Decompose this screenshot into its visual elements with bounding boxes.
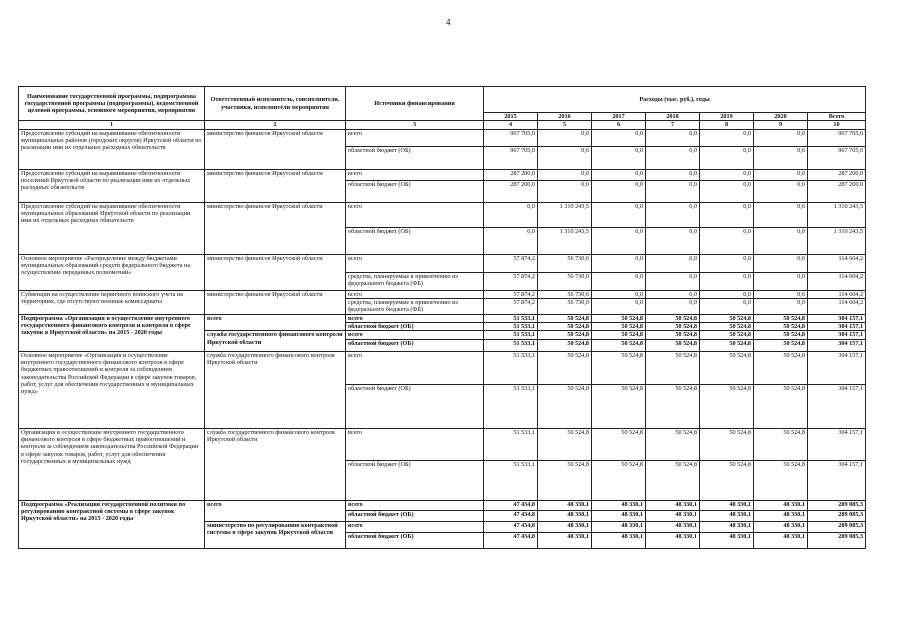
value-cell: 0,0 <box>700 227 754 254</box>
value-cell: 51 533,1 <box>484 351 538 384</box>
value-cell: 0,0 <box>592 169 646 180</box>
table-row <box>19 254 866 272</box>
value-cell: 50 524,8 <box>538 384 592 428</box>
value-cell: 51 533,1 <box>484 314 538 322</box>
page-number: 4 <box>446 17 451 27</box>
value-cell: 50 524,8 <box>592 323 646 331</box>
value-cell: 56 730,0 <box>538 272 592 290</box>
value-cell: 48 330,1 <box>592 510 646 521</box>
value-cell: 304 157,1 <box>808 460 866 500</box>
value-cell: 50 524,8 <box>646 339 700 351</box>
value-cell: 50 524,8 <box>592 351 646 384</box>
funding-source: всего <box>346 290 484 298</box>
funding-source: всего <box>346 331 484 339</box>
value-cell: 47 434,8 <box>484 500 538 510</box>
value-cell: 1 310 243,5 <box>538 227 592 254</box>
value-cell: 50 524,8 <box>646 314 700 322</box>
value-cell: 47 434,8 <box>484 510 538 521</box>
value-cell: 50 524,8 <box>646 323 700 331</box>
value-cell: 57 874,2 <box>484 254 538 272</box>
value-cell: 0,0 <box>754 180 808 202</box>
value-cell: 48 330,1 <box>754 500 808 510</box>
value-cell: 967 705,0 <box>808 146 866 169</box>
value-cell: 47 434,8 <box>484 521 538 532</box>
funding-source: всего <box>346 314 484 322</box>
value-cell: 57 874,2 <box>484 298 538 314</box>
value-cell: 50 524,8 <box>592 331 646 339</box>
value-cell: 289 085,3 <box>808 521 866 532</box>
value-cell: 1 310 243,5 <box>808 227 866 254</box>
value-cell: 304 157,1 <box>808 428 866 460</box>
value-cell: 50 524,8 <box>592 428 646 460</box>
funding-source: всего <box>346 500 484 510</box>
budget-table <box>18 86 866 549</box>
item-responsible: служба государственного финансового контроля Иркутской области <box>205 331 346 351</box>
item-responsible: служба государственного финансового контроля Иркутской области <box>205 351 346 428</box>
item-responsible: служба государственного финансового контроля Иркутской области <box>205 428 346 500</box>
value-cell: 0,0 <box>700 272 754 290</box>
value-cell: 50 524,8 <box>538 314 592 322</box>
value-cell: 0,0 <box>592 254 646 272</box>
value-cell: 0,0 <box>700 290 754 298</box>
value-cell: 0,0 <box>592 202 646 227</box>
table-row <box>19 500 866 510</box>
value-cell: 0,0 <box>646 129 700 146</box>
value-cell: 56 730,0 <box>538 298 592 314</box>
header-total: Всего <box>808 113 866 121</box>
header-name: Наименование государственной программы, подпрограммы государственной программы (подпрограммы), ведомственной целевой программы, основного мероприятия, мероприятия <box>19 87 205 121</box>
item-responsible: министерство финансов Иркутской области <box>205 202 346 254</box>
value-cell: 50 524,8 <box>700 384 754 428</box>
value-cell: 56 730,0 <box>538 290 592 298</box>
value-cell: 50 524,8 <box>592 384 646 428</box>
value-cell: 114 604,2 <box>808 254 866 272</box>
value-cell: 50 524,8 <box>754 331 808 339</box>
value-cell: 0,0 <box>700 180 754 202</box>
funding-source: областной бюджет (ОБ) <box>346 460 484 500</box>
value-cell: 304 157,1 <box>808 339 866 351</box>
item-responsible: министерство финансов Иркутской области <box>205 290 346 314</box>
value-cell: 304 157,1 <box>808 323 866 331</box>
value-cell: 50 524,8 <box>754 351 808 384</box>
table-row <box>19 351 866 384</box>
value-cell: 0,0 <box>700 129 754 146</box>
value-cell: 48 330,1 <box>646 510 700 521</box>
value-cell: 50 524,8 <box>754 428 808 460</box>
value-cell: 50 524,8 <box>646 351 700 384</box>
value-cell: 0,0 <box>484 227 538 254</box>
value-cell: 289 085,3 <box>808 532 866 548</box>
value-cell: 114 604,2 <box>808 290 866 298</box>
value-cell: 1 310 243,5 <box>808 202 866 227</box>
funding-source: всего <box>346 254 484 272</box>
value-cell: 48 330,1 <box>754 521 808 532</box>
value-cell: 48 330,1 <box>646 521 700 532</box>
value-cell: 287 200,0 <box>808 169 866 180</box>
value-cell: 50 524,8 <box>538 351 592 384</box>
table-row <box>19 169 866 180</box>
value-cell: 57 874,2 <box>484 272 538 290</box>
funding-source: всего <box>346 351 484 384</box>
value-cell: 304 157,1 <box>808 351 866 384</box>
index-cell: 4 <box>484 121 538 129</box>
value-cell: 48 330,1 <box>700 521 754 532</box>
value-cell: 0,0 <box>538 169 592 180</box>
value-cell: 48 330,1 <box>700 510 754 521</box>
header-year: 2015 <box>484 113 538 121</box>
value-cell: 0,0 <box>754 129 808 146</box>
value-cell: 0,0 <box>538 180 592 202</box>
header-responsible: Ответственный исполнитель, соисполнители, участники, исполнители мероприятия <box>205 87 346 121</box>
value-cell: 287 200,0 <box>484 180 538 202</box>
value-cell: 0,0 <box>592 298 646 314</box>
funding-source: всего <box>346 428 484 460</box>
value-cell: 50 524,8 <box>700 323 754 331</box>
index-cell: 2 <box>205 121 346 129</box>
funding-source: областной бюджет (ОБ) <box>346 384 484 428</box>
value-cell: 967 705,0 <box>484 129 538 146</box>
index-cell: 9 <box>754 121 808 129</box>
value-cell: 48 330,1 <box>646 500 700 510</box>
item-name: Субвенции на осуществление первичного воинского учета на территориях, где отсутствуют военные комиссариаты <box>19 290 205 314</box>
value-cell: 967 705,0 <box>484 146 538 169</box>
value-cell: 0,0 <box>754 254 808 272</box>
subprogram-name: Подпрограмма «Организация и осуществление внутреннего государственного финансового контроля и контроля в сфере закупок в Иркутской области» на 2015 - 2020 годы <box>19 314 205 351</box>
value-cell: 304 157,1 <box>808 331 866 339</box>
value-cell: 50 524,8 <box>538 323 592 331</box>
table-row <box>19 202 866 227</box>
value-cell: 0,0 <box>646 146 700 169</box>
header-source: Источники финансирования <box>346 87 484 121</box>
value-cell: 50 524,8 <box>538 460 592 500</box>
funding-source: средства, планируемые к привлечению из федерального бюджета (ФБ) <box>346 298 484 314</box>
value-cell: 289 085,3 <box>808 510 866 521</box>
value-cell: 50 524,8 <box>646 384 700 428</box>
value-cell: 50 524,8 <box>646 460 700 500</box>
value-cell: 0,0 <box>538 146 592 169</box>
value-cell: 50 524,8 <box>754 314 808 322</box>
value-cell: 48 330,1 <box>538 500 592 510</box>
value-cell: 304 157,1 <box>808 384 866 428</box>
value-cell: 50 524,8 <box>538 339 592 351</box>
header-year: 2020 <box>754 113 808 121</box>
value-cell: 50 524,8 <box>592 460 646 500</box>
item-name: Основное мероприятие «Распределение между бюджетами муниципальных образований средств федерального бюджета на осуществление переданных полномочий» <box>19 254 205 290</box>
index-cell: 5 <box>538 121 592 129</box>
value-cell: 51 533,1 <box>484 323 538 331</box>
value-cell: 50 524,8 <box>538 428 592 460</box>
funding-source: всего <box>346 521 484 532</box>
item-name: Основное мероприятие «Организация и осуществление внутреннего государственного финансового контроля в сфере бюджетных правоотношений и контроля за соблюдением законодательства Российской Федерации в сфере закупок товаров, работ, услуг для обеспечения государственных и муниципальных нужд» <box>19 351 205 428</box>
funding-source: областной бюджет (ОБ) <box>346 510 484 521</box>
value-cell: 967 705,0 <box>808 129 866 146</box>
item-name: Предоставление субсидий на выравнивание обеспеченности муниципальных районов (городских округов) Иркутской области по реализации ими их отдельных расходных обязательств <box>19 129 205 169</box>
value-cell: 0,0 <box>754 146 808 169</box>
value-cell: 50 524,8 <box>646 331 700 339</box>
value-cell: 50 524,8 <box>700 314 754 322</box>
value-cell: 48 330,1 <box>538 510 592 521</box>
funding-source: областной бюджет (ОБ) <box>346 532 484 548</box>
header-year: 2016 <box>538 113 592 121</box>
index-cell: 10 <box>808 121 866 129</box>
item-responsible: всего <box>205 314 346 331</box>
value-cell: 0,0 <box>754 298 808 314</box>
value-cell: 0,0 <box>754 202 808 227</box>
value-cell: 51 533,1 <box>484 331 538 339</box>
header-expenses: Расходы (тыс. руб.), годы <box>484 87 866 113</box>
funding-source: областной бюджет (ОБ) <box>346 339 484 351</box>
funding-source: средства, планируемые к привлечению из федерального бюджета (ФБ) <box>346 272 484 290</box>
value-cell: 0,0 <box>646 202 700 227</box>
value-cell: 50 524,8 <box>646 428 700 460</box>
value-cell: 50 524,8 <box>592 314 646 322</box>
funding-source: всего <box>346 129 484 146</box>
value-cell: 48 330,1 <box>700 500 754 510</box>
value-cell: 50 524,8 <box>700 428 754 460</box>
funding-source: областной бюджет (ОБ) <box>346 323 484 331</box>
value-cell: 287 200,0 <box>808 180 866 202</box>
table-row <box>19 129 866 146</box>
value-cell: 0,0 <box>484 202 538 227</box>
value-cell: 56 730,0 <box>538 254 592 272</box>
item-name: Предоставление субсидий на выравнивание обеспеченности муниципальных образований Иркутской области по реализации ими их отдельных расходных обязательств <box>19 202 205 254</box>
value-cell: 50 524,8 <box>754 323 808 331</box>
value-cell: 0,0 <box>700 169 754 180</box>
value-cell: 48 330,1 <box>754 532 808 548</box>
value-cell: 0,0 <box>754 227 808 254</box>
value-cell: 50 524,8 <box>754 460 808 500</box>
value-cell: 51 533,1 <box>484 339 538 351</box>
value-cell: 50 524,8 <box>538 331 592 339</box>
value-cell: 0,0 <box>646 227 700 254</box>
value-cell: 0,0 <box>646 180 700 202</box>
value-cell: 0,0 <box>700 146 754 169</box>
item-responsible: министерство по регулированию контрактной системы в сфере закупок Иркутской области <box>205 521 346 548</box>
value-cell: 0,0 <box>646 254 700 272</box>
value-cell: 1 310 243,5 <box>538 202 592 227</box>
item-responsible: всего <box>205 500 346 521</box>
funding-source: областной бюджет (ОБ) <box>346 180 484 202</box>
funding-source: всего <box>346 202 484 227</box>
table-row <box>19 428 866 460</box>
value-cell: 57 874,2 <box>484 290 538 298</box>
item-name: Предоставление субсидий на выравнивание обеспеченности поселений Иркутской области по реализации ими их отдельных расходных обязательств <box>19 169 205 202</box>
value-cell: 51 533,1 <box>484 384 538 428</box>
value-cell: 48 330,1 <box>538 532 592 548</box>
value-cell: 50 524,8 <box>754 339 808 351</box>
value-cell: 0,0 <box>646 272 700 290</box>
value-cell: 0,0 <box>754 272 808 290</box>
value-cell: 0,0 <box>754 290 808 298</box>
value-cell: 0,0 <box>592 129 646 146</box>
header-year: 2018 <box>646 113 700 121</box>
value-cell: 50 524,8 <box>700 339 754 351</box>
funding-source: областной бюджет (ОБ) <box>346 227 484 254</box>
index-cell: 8 <box>700 121 754 129</box>
value-cell: 51 533,1 <box>484 460 538 500</box>
value-cell: 0,0 <box>700 202 754 227</box>
value-cell: 287 200,0 <box>484 169 538 180</box>
table-row <box>19 314 866 322</box>
value-cell: 114 604,2 <box>808 272 866 290</box>
value-cell: 48 330,1 <box>592 521 646 532</box>
value-cell: 289 085,3 <box>808 500 866 510</box>
value-cell: 50 524,8 <box>700 460 754 500</box>
value-cell: 48 330,1 <box>754 510 808 521</box>
index-cell: 7 <box>646 121 700 129</box>
item-responsible: министерство финансов Иркутской области <box>205 254 346 290</box>
funding-source: областной бюджет (ОБ) <box>346 146 484 169</box>
value-cell: 48 330,1 <box>646 532 700 548</box>
value-cell: 50 524,8 <box>592 339 646 351</box>
index-cell: 1 <box>19 121 205 129</box>
budget-table-wrapper <box>18 86 865 549</box>
value-cell: 48 330,1 <box>592 500 646 510</box>
value-cell: 51 533,1 <box>484 428 538 460</box>
value-cell: 0,0 <box>592 146 646 169</box>
value-cell: 0,0 <box>754 169 808 180</box>
item-responsible: министерство финансов Иркутской области <box>205 129 346 169</box>
value-cell: 0,0 <box>646 169 700 180</box>
item-name: Организация и осуществление внутреннего государственного финансового контроля в сфере бюджетных правоотношений и контроля за соблюдением законодательства Российской Федерации в сфере закупок товаров, работ, услуг для обеспечения государственных и муниципальных нужд <box>19 428 205 500</box>
value-cell: 48 330,1 <box>700 532 754 548</box>
value-cell: 0,0 <box>646 298 700 314</box>
index-cell: 6 <box>592 121 646 129</box>
index-cell: 3 <box>346 121 484 129</box>
header-year: 2017 <box>592 113 646 121</box>
value-cell: 0,0 <box>538 129 592 146</box>
value-cell: 0,0 <box>592 227 646 254</box>
value-cell: 0,0 <box>592 290 646 298</box>
value-cell: 0,0 <box>700 254 754 272</box>
value-cell: 48 330,1 <box>538 521 592 532</box>
value-cell: 0,0 <box>592 180 646 202</box>
funding-source: всего <box>346 169 484 180</box>
value-cell: 50 524,8 <box>700 351 754 384</box>
value-cell: 0,0 <box>592 272 646 290</box>
header-year: 2019 <box>700 113 754 121</box>
value-cell: 50 524,8 <box>700 331 754 339</box>
item-responsible: министерство финансов Иркутской области <box>205 169 346 202</box>
value-cell: 114 604,2 <box>808 298 866 314</box>
table-row <box>19 290 866 298</box>
value-cell: 304 157,1 <box>808 314 866 322</box>
value-cell: 48 330,1 <box>592 532 646 548</box>
value-cell: 0,0 <box>646 290 700 298</box>
value-cell: 47 434,8 <box>484 532 538 548</box>
subprogram-name: Подпрограмма «Реализация государственной политики по регулированию контрактной системы в сфере закупок Иркутской области» на 2015 - 2020 годы <box>19 500 205 548</box>
value-cell: 0,0 <box>700 298 754 314</box>
value-cell: 50 524,8 <box>754 384 808 428</box>
